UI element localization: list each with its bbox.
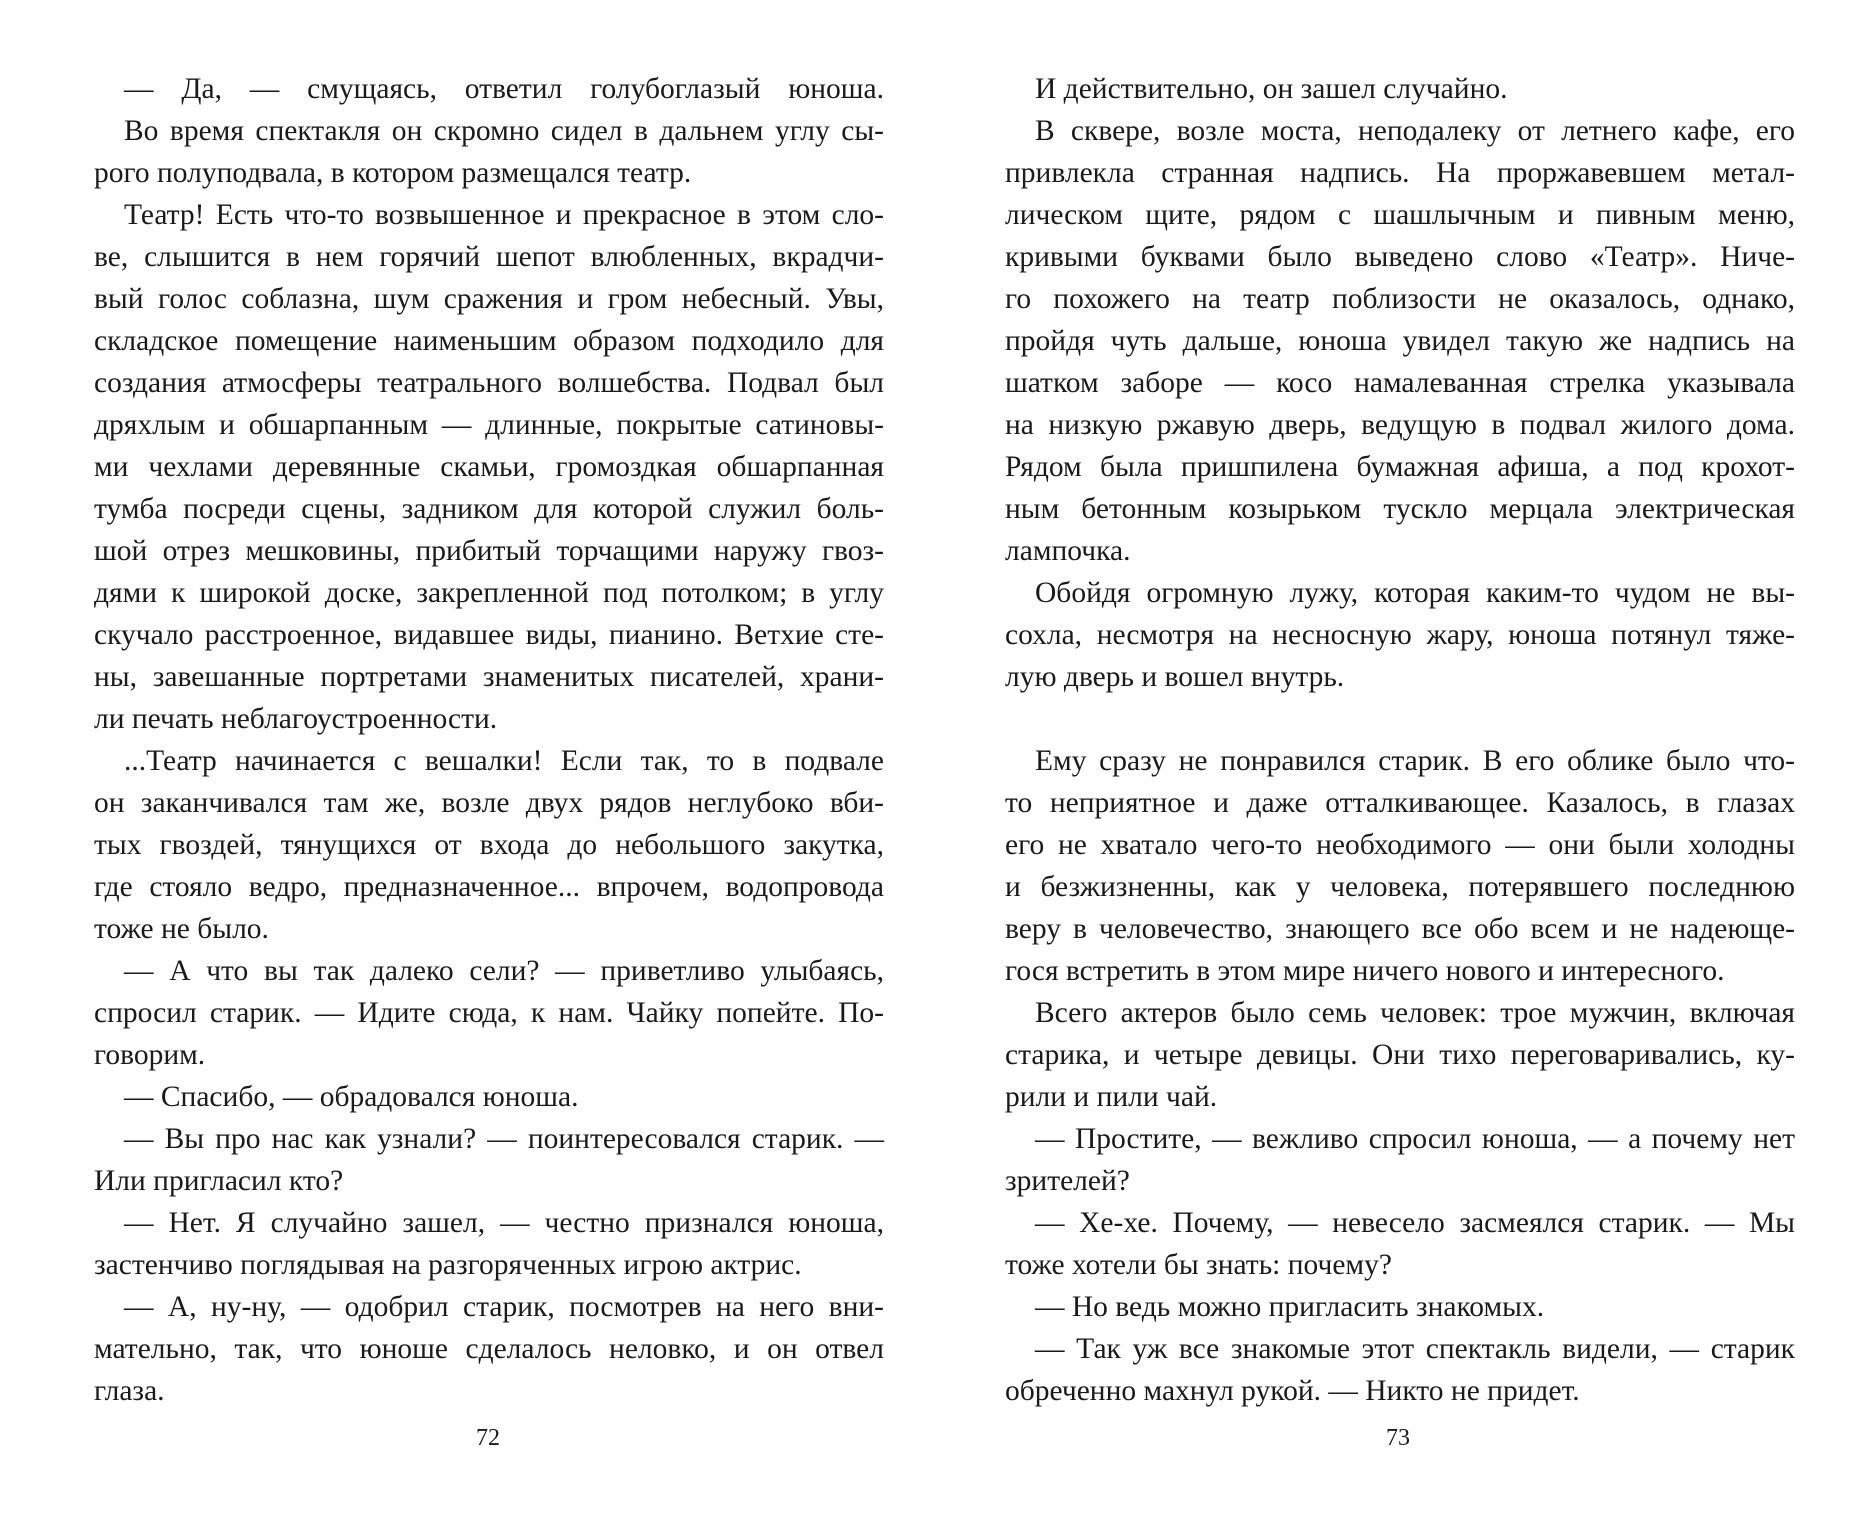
text-line: где стояло ведро, предназначенное... впрочем, водопровода — [94, 871, 884, 903]
text-line: тых гвоздей, тянущихся от входа до небольшого закутка, — [94, 829, 884, 861]
text-line: — Хе-хе. Почему, — невесело засмеялся старик. — Мы — [1035, 1207, 1795, 1239]
text-line: В сквере, возле моста, неподалеку от летнего кафе, его — [1035, 115, 1795, 147]
text-line: — Простите, — вежливо спросил юноша, — а почему нет — [1035, 1123, 1795, 1155]
text-line: гося встретить в этом мире ничего нового и интересного. — [1005, 955, 1725, 987]
text-line: ны, завешанные портретами знаменитых писателей, храни- — [94, 661, 884, 693]
text-line: — Вы про нас как узнали? — поинтересовался старик. — — [124, 1123, 884, 1155]
text-line: веру в человечество, знающего все обо всем и не надеюще- — [1005, 913, 1795, 945]
text-line: застенчиво поглядывая на разгоряченных игрою актрис. — [94, 1249, 802, 1281]
right-page — [1005, 68, 1795, 1468]
text-line: он заканчивался там же, возле двух рядов неглубоко вби- — [94, 787, 884, 819]
text-line: мательно, так, что юноше сделалось неловко, и он отвел — [94, 1333, 884, 1365]
text-line: привлекла странная надпись. На проржавевшем метал- — [1005, 157, 1795, 189]
text-line: пройдя чуть дальше, юноша увидел такую же надпись на — [1005, 325, 1795, 357]
text-line: ...Театр начинается с вешалки! Если так, то в подвале — [124, 745, 884, 777]
text-line: шой отрез мешковины, прибитый торчащими наружу гвоз- — [94, 535, 884, 567]
text-line: складское помещение наименьшим образом подходило для — [94, 325, 884, 357]
text-line: Или пригласил кто? — [94, 1165, 344, 1197]
text-line: дями к широкой доске, закрепленной под потолком; в углу — [94, 577, 884, 609]
text-line: лампочка. — [1005, 535, 1131, 567]
text-line: Ему сразу не понравился старик. В его облике было что- — [1035, 745, 1795, 777]
text-line: Рядом была пришпилена бумажная афиша, а под крохот- — [1005, 451, 1795, 483]
text-line: И действительно, он зашел случайно. — [1035, 73, 1508, 105]
text-line: ве, слышится в нем горячий шепот влюбленных, вкрадчи- — [94, 241, 884, 273]
text-line: вый голос соблазна, шум сражения и гром небесный. Увы, — [94, 283, 884, 315]
text-line: тоже не было. — [94, 913, 269, 945]
text-line: го похожего на театр поблизости не оказалось, однако, — [1005, 283, 1795, 315]
text-line: Театр! Есть что-то возвышенное и прекрасное в этом сло- — [124, 199, 884, 231]
text-line: сохла, несмотря на несносную жару, юноша потянул тяже- — [1005, 619, 1795, 651]
text-line: кривыми буквами было выведено слово «Театр». Ниче- — [1005, 241, 1795, 273]
text-line: скучало расстроенное, видавшее виды, пианино. Ветхие сте- — [94, 619, 884, 651]
text-line: тоже хотели бы знать: почему? — [1005, 1249, 1392, 1281]
text-line: — А что вы так далеко сели? — приветливо улыбаясь, — [124, 955, 884, 987]
text-line: Во время спектакля он скромно сидел в дальнем углу сы- — [124, 115, 884, 147]
text-line: создания атмосферы театрального волшебства. Подвал был — [94, 367, 884, 399]
page-number-right: 73 — [1386, 1425, 1410, 1451]
text-line: — Но ведь можно пригласить знакомых. — [1035, 1291, 1545, 1323]
text-line: на низкую ржавую дверь, ведущую в подвал жилого дома. — [1005, 409, 1795, 441]
text-line: рили и пили чай. — [1005, 1081, 1218, 1113]
text-line: ми чехлами деревянные скамьи, громоздкая обшарпанная — [94, 451, 884, 483]
text-line: его не хватало чего-то необходимого — они были холодны — [1005, 829, 1795, 861]
left-page — [94, 68, 884, 1468]
text-line: Обойдя огромную лужу, которая каким-то чудом не вы- — [1035, 577, 1795, 609]
text-line: дряхлым и обшарпанным — длинные, покрытые сатиновы- — [94, 409, 884, 441]
text-line: ли печать неблагоустроенности. — [94, 703, 498, 735]
text-line: лическом щите, рядом с шашлычным и пивным меню, — [1005, 199, 1795, 231]
text-line: лую дверь и вошел внутрь. — [1005, 661, 1345, 693]
page-number-left: 72 — [476, 1425, 500, 1451]
text-line: и безжизненны, как у человека, потерявшего последнюю — [1005, 871, 1795, 903]
text-line: Всего актеров было семь человек: трое мужчин, включая — [1035, 997, 1795, 1029]
text-line: — Спасибо, — обрадовался юноша. — [124, 1081, 579, 1113]
text-line: обреченно махнул рукой. — Никто не придет. — [1005, 1375, 1580, 1407]
text-line: спросил старик. — Идите сюда, к нам. Чайку попейте. По- — [94, 997, 884, 1029]
text-line: шатком заборе — косо намалеванная стрелка указывала — [1005, 367, 1795, 399]
text-line: — Да, — смущаясь, ответил голубоглазый юноша. — [124, 73, 884, 105]
text-line: — Так уж все знакомые этот спектакль видели, — старик — [1035, 1333, 1795, 1365]
text-line: старика, и четыре девицы. Они тихо переговаривались, ку- — [1005, 1039, 1795, 1071]
text-line: рого полуподвала, в котором размещался театр. — [94, 157, 692, 189]
text-line: ным бетонным козырьком тускло мерцала электрическая — [1005, 493, 1795, 525]
text-line: — Нет. Я случайно зашел, — честно признался юноша, — [124, 1207, 884, 1239]
text-line: зрителей? — [1005, 1165, 1130, 1197]
text-line: глаза. — [94, 1375, 165, 1407]
text-line: то неприятное и даже отталкивающее. Казалось, в глазах — [1005, 787, 1795, 819]
text-line: тумба посреди сцены, задником для которой служил боль- — [94, 493, 884, 525]
text-line: — А, ну-ну, — одобрил старик, посмотрев на него вни- — [124, 1291, 884, 1323]
text-line: говорим. — [94, 1039, 206, 1071]
